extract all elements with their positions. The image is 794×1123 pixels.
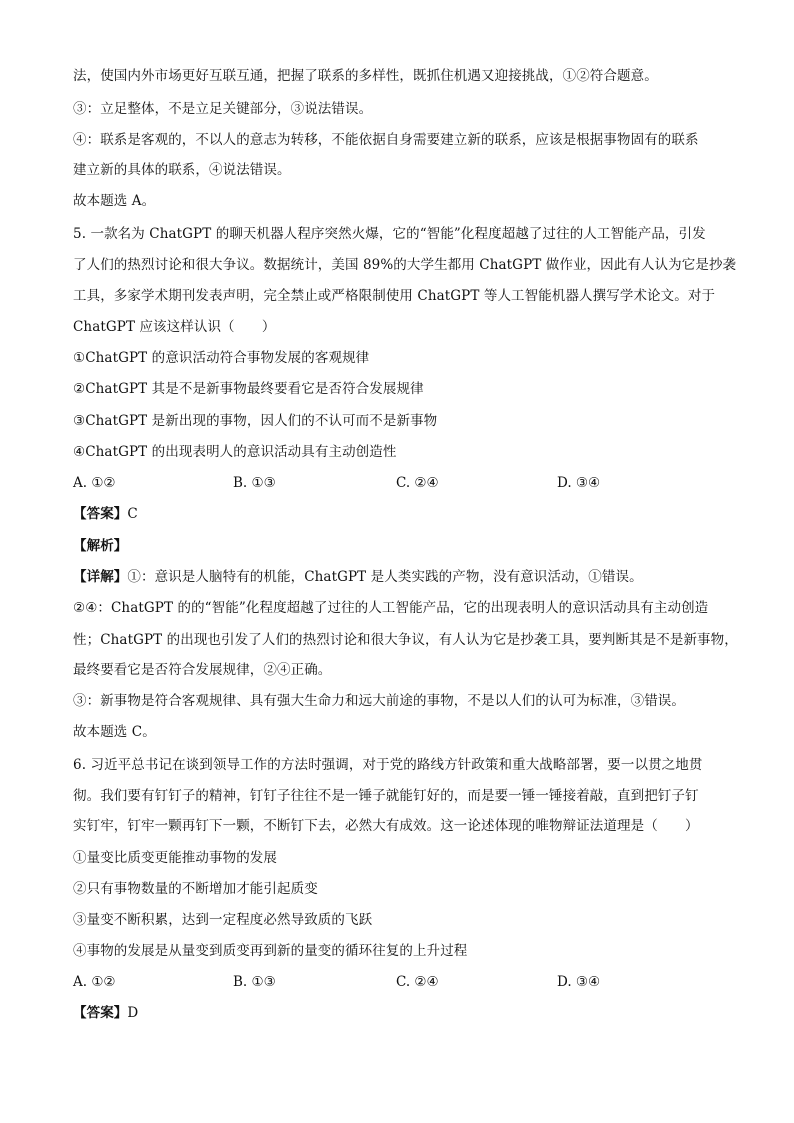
question-5-detail: 故本题选 C。 xyxy=(73,724,156,740)
text-line: 建立新的具体的联系，④说法错误。 xyxy=(73,162,291,178)
question-5-detail: ②④：ChatGPT 的的“智能”化程度超越了过往的人工智能产品，它的出现表明人的意识活动具有主动创造 xyxy=(73,600,709,616)
question-5-option-a: A. ①② xyxy=(73,475,116,491)
question-5-detail: ③：新事物是符合客观规律、具有强大生命力和远大前途的事物，不是以人们的认可为标准，③错误。 xyxy=(73,693,685,709)
question-5-stem: 5. 一款名为 ChatGPT 的聊天机器人程序突然火爆，它的“智能”化程度超越了过往的人工智能产品，引发 xyxy=(73,226,706,242)
question-6-stem: 实钉牢，钉牢一颗再钉下一颗，不断钉下去，必然大有成效。这一论述体现的唯物辩证法道理是（ ） xyxy=(73,818,699,834)
question-5-answer xyxy=(73,505,723,523)
question-6-answer xyxy=(73,1004,723,1022)
question-5-stem: ChatGPT 应该这样认识（ ） xyxy=(73,319,276,335)
text-line: 法，使国内外市场更好互联互通，把握了联系的多样性，既抓住机遇又迎接挑战，①②符合题意。 xyxy=(73,68,658,84)
question-6-statement: ③量变不断积累，达到一定程度必然导致质的飞跃 xyxy=(73,912,373,928)
detail-text: ①：意识是人脑特有的机能，ChatGPT 是人类实践的产物，没有意识活动，①错误。 xyxy=(127,569,643,585)
question-6-stem: 6. 习近平总书记在谈到领导工作的方法时强调，对于党的路线方针政策和重大战略部署，要一以贯之地贯 xyxy=(73,757,703,773)
question-6-option-b: B. ①③ xyxy=(233,974,276,990)
answer-label: 【答案】 xyxy=(73,1005,128,1021)
answer-value: D xyxy=(127,1005,139,1021)
question-6-statement: ②只有事物数量的不断增加才能引起质变 xyxy=(73,881,318,897)
question-6-option-d: D. ③④ xyxy=(557,974,601,990)
question-5-statement: ②ChatGPT 其是不是新事物最终要看它是否符合发展规律 xyxy=(73,381,424,397)
text-line: ④：联系是客观的，不以人的意志为转移，不能依据自身需要建立新的联系，应该是根据事物固有的联系 xyxy=(73,132,699,148)
answer-label: 【答案】 xyxy=(73,506,128,522)
text-line: 故本题选 A。 xyxy=(73,193,156,209)
question-6-stem: 彻。我们要有钉钉子的精神，钉钉子往往不是一锤子就能钉好的，而是要一锤一锤接着敲，直到把钉子钉 xyxy=(73,788,699,804)
question-6-option-a: A. ①② xyxy=(73,974,116,990)
question-5-option-b: B. ①③ xyxy=(233,475,276,491)
detail-label: 【详解】 xyxy=(73,569,128,585)
question-5-detail: 性；ChatGPT 的出现也引发了人们的热烈讨论和很大争议，有人认为它是抄袭工具，要判断其是不是新事物， xyxy=(73,632,738,648)
question-5-detail xyxy=(73,568,723,586)
answer-value: C xyxy=(127,506,138,522)
question-5-stem: 了人们的热烈讨论和很大争议。数据统计，美国 89%的大学生都用 ChatGPT 做作业，因此有人认为它是抄袭 xyxy=(73,257,737,273)
question-5-statement: ①ChatGPT 的意识活动符合事物发展的客观规律 xyxy=(73,350,370,366)
question-5-analysis-label: 【解析】 xyxy=(73,538,128,554)
question-5-stem: 工具，多家学术期刊发表声明，完全禁止或严格限制使用 ChatGPT 等人工智能机器人撰写学术论文。对于 xyxy=(73,288,716,304)
text-line: ③：立足整体，不是立足关键部分，③说法错误。 xyxy=(73,101,373,117)
question-5-statement: ③ChatGPT 是新出现的事物，因人们的不认可而不是新事物 xyxy=(73,413,438,429)
question-6-statement: ①量变比质变更能推动事物的发展 xyxy=(73,850,277,866)
question-5-option-d: D. ③④ xyxy=(557,475,601,491)
question-5-detail: 最终要看它是否符合发展规律，②④正确。 xyxy=(73,662,332,678)
question-5-option-c: C. ②④ xyxy=(396,475,439,491)
question-6-option-c: C. ②④ xyxy=(396,974,439,990)
question-5-statement: ④ChatGPT 的出现表明人的意识活动具有主动创造性 xyxy=(73,444,397,460)
question-6-statement: ④事物的发展是从量变到质变再到新的量变的循环往复的上升过程 xyxy=(73,943,468,959)
